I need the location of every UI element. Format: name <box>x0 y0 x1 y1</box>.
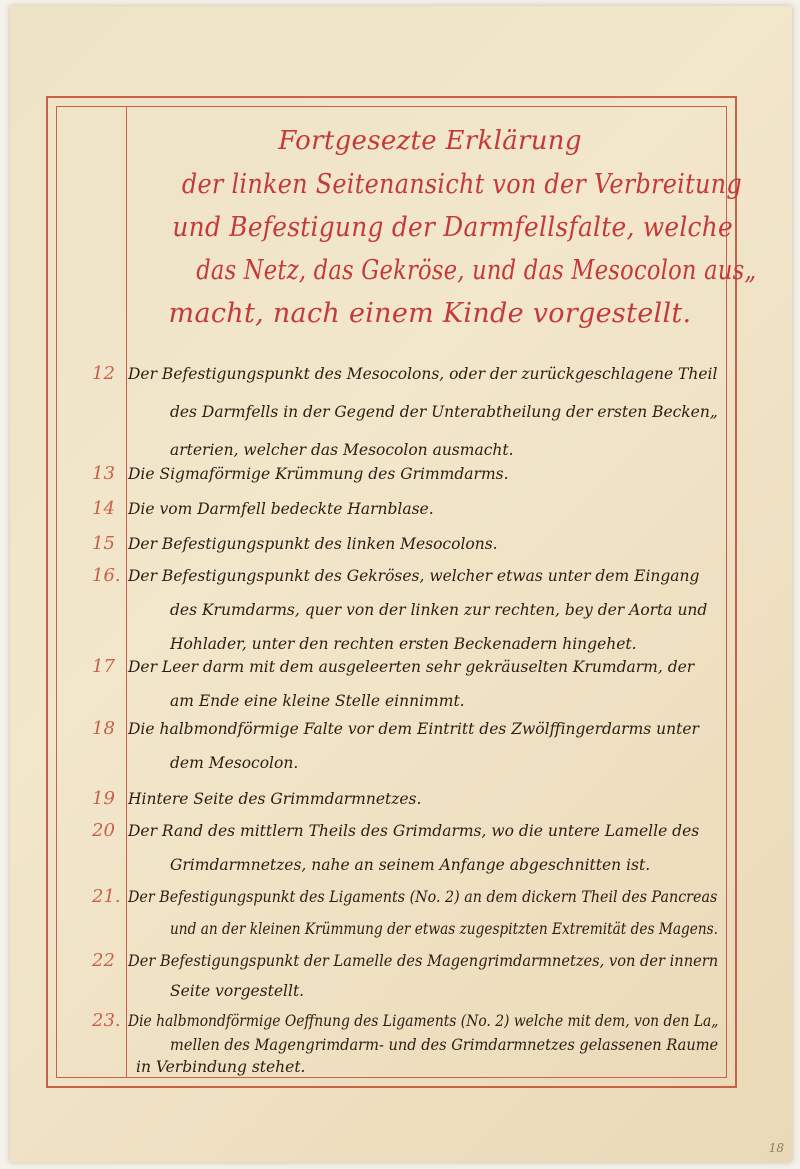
entry-number: 22 <box>92 950 115 971</box>
title-line: macht, nach einem Kinde vorgestellt. <box>168 298 692 329</box>
title-line: und Befestigung der Darmfellsfalte, welche <box>172 212 733 243</box>
entry-number: 12 <box>92 363 115 384</box>
entry-number: 20 <box>92 820 115 841</box>
entry-line: mellen des Magengrimdarm- und des Grimdarmnetzes gelassenen Raume <box>170 1036 719 1054</box>
entry-line: des Krumdarms, quer von der linken zur rechten, bey der Aorta und <box>170 601 708 619</box>
entry-number: 19 <box>92 788 115 809</box>
title-line: Fortgesezte Erklärung <box>278 126 582 156</box>
entry-line: Der Befestigungspunkt des Ligaments (No. 2) an dem dickern Theil des Pancreas <box>128 888 718 906</box>
entry-line: Grimdarmnetzes, nahe an seinem Anfange abgeschnitten ist. <box>170 856 651 874</box>
entry-line: Die Sigmaförmige Krümmung des Grimmdarms. <box>128 465 509 483</box>
entry-line: Der Leer darm mit dem ausgeleerten sehr gekräuselten Krumdarm, der <box>128 658 695 676</box>
entry-line: dem Mesocolon. <box>170 754 299 772</box>
entry-line: Die vom Darmfell bedeckte Harnblase. <box>128 500 434 518</box>
entry-line: des Darmfells in der Gegend der Unterabtheilung der ersten Becken„ <box>170 403 718 421</box>
entry-line: Der Befestigungspunkt des linken Mesocolons. <box>128 535 498 553</box>
entry-number: 23. <box>92 1010 121 1031</box>
entry-line: Der Rand des mittlern Theils des Grimdarms, wo die untere Lamelle des <box>128 822 700 840</box>
entry-number: 21. <box>92 886 121 907</box>
entry-line: Der Befestigungspunkt des Mesocolons, oder der zurückgeschlagene Theil <box>128 365 718 383</box>
entry-line: Hintere Seite des Grimmdarmnetzes. <box>128 790 422 808</box>
entry-line: Die halbmondförmige Falte vor dem Eintritt des Zwölffingerdarms unter <box>128 720 699 738</box>
title-line: das Netz, das Gekröse, und das Mesocolon aus„ <box>196 255 757 286</box>
entry-line: Die halbmondförmige Oeffnung des Ligaments (No. 2) welche mit dem, von den La„ <box>128 1012 719 1030</box>
entry-line: Der Befestigungspunkt der Lamelle des Magengrimdarmnetzes, von der innern <box>128 952 719 970</box>
entry-line: Der Befestigungspunkt des Gekröses, welcher etwas unter dem Eingang <box>128 567 700 585</box>
entry-line: und an der kleinen Krümmung der etwas zugespitzten Extremität des Magens. <box>170 920 719 938</box>
entry-line: Seite vorgestellt. <box>170 982 305 1000</box>
entry-number: 13 <box>92 463 115 484</box>
entry-number: 16. <box>92 565 121 586</box>
title-line: der linken Seitenansicht von der Verbreitung <box>181 169 742 200</box>
entry-number: 17 <box>92 656 115 677</box>
entry-line: in Verbindung stehet. <box>136 1058 306 1076</box>
entry-number: 14 <box>92 498 115 519</box>
folio-number: 18 <box>768 1141 784 1155</box>
entry-number: 18 <box>92 718 115 739</box>
entry-line: arterien, welcher das Mesocolon ausmacht. <box>170 441 514 459</box>
entry-line: Hohlader, unter den rechten ersten Beckenadern hingehet. <box>170 635 637 653</box>
entry-line: am Ende eine kleine Stelle einnimmt. <box>170 692 465 710</box>
entry-number: 15 <box>92 533 115 554</box>
